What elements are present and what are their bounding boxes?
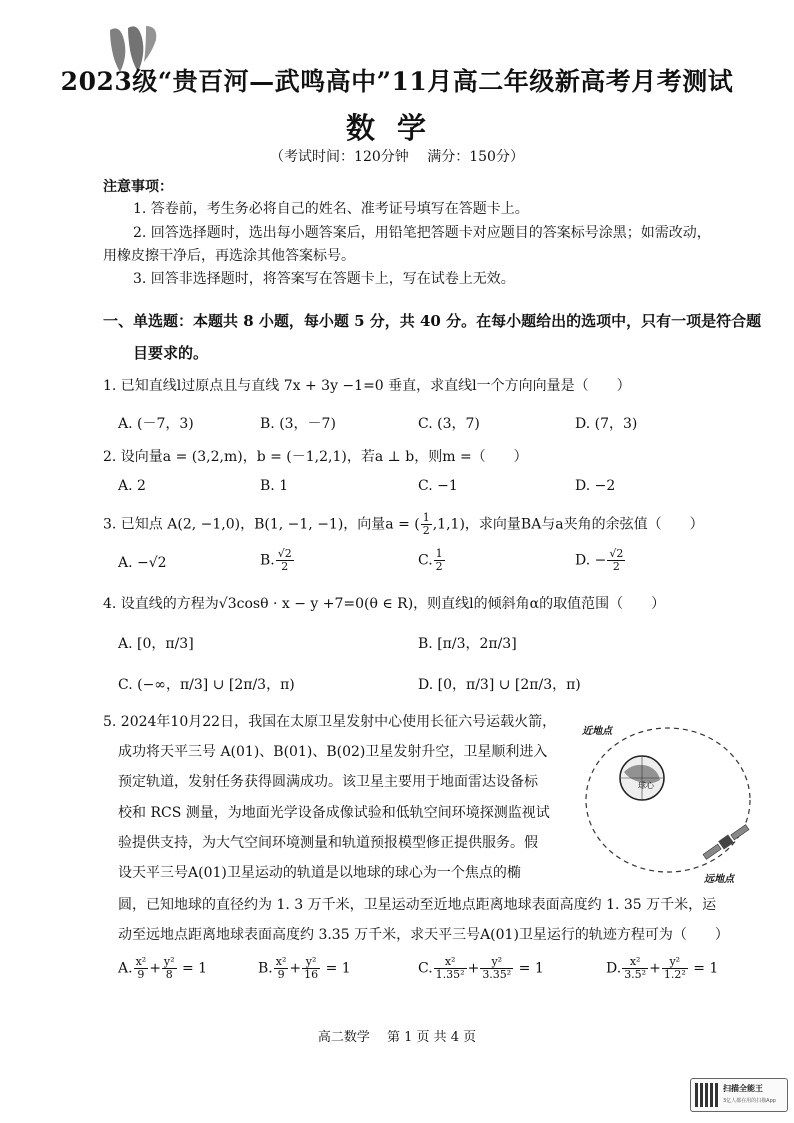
frac-den: 2 [435, 560, 443, 573]
equals: = 1 [693, 960, 719, 977]
section-heading-cont: 目要求的。 [133, 344, 209, 362]
q5-line: 设天平三号A(01)卫星运动的轨道是以地球的球心为一个焦点的椭 [118, 865, 521, 881]
orbit-figure [578, 716, 758, 888]
q5-option-a [118, 956, 207, 981]
option-label: C. [418, 552, 433, 569]
orbit-diagram [578, 716, 758, 888]
frac-den: 2 [612, 560, 620, 573]
q5-line: 圆，已知地球的直径约为 1. 3 万千米，卫星运动至近地点距离地球表面高度约 1. 35 万千米，运 [118, 897, 717, 913]
q2-option-d: D. −2 [575, 478, 616, 494]
frac-num: x² [135, 955, 147, 968]
frac-den: 3.35² [482, 968, 512, 981]
q5-line: 校和 RCS 测量，为地面光学设备成像试验和低轨空间环境探测监视试 [118, 805, 550, 821]
frac-den: 9 [137, 968, 145, 981]
frac-num: y² [302, 956, 320, 969]
note-item: 2. 回答选择题时，选出每小题答案后，用铅笔把答题卡对应题目的答案标号涂黑；如需改动， [133, 225, 711, 241]
q5-line: 5. 2024年10月22日，我国在太原卫星发射中心使用长征六号运载火箭， [103, 714, 557, 730]
q4-option-c: C. (−∞，π/3] ∪ [2π/3，π) [118, 677, 295, 693]
fraction [274, 956, 289, 981]
q3-stem-part: 3. 已知点 A(2, −1,0)，B(1, −1, −1)，向量a = ( [103, 516, 420, 533]
plus-sign: + [467, 960, 480, 977]
exam-info: （考试时间：120分钟 满分：150分） [270, 149, 524, 165]
plus-sign: + [649, 960, 661, 977]
frac-num: y² [163, 955, 175, 968]
frac-num: x² [622, 956, 648, 969]
frac-den: 1.35² [435, 968, 465, 981]
option-label: A. [118, 960, 133, 977]
qr-code-icon [695, 1083, 719, 1107]
frac-num: y² [662, 956, 688, 969]
option-label: B. [258, 960, 273, 977]
fraction [302, 956, 320, 981]
q5-line: 预定轨道，发射任务获得圆满成功。该卫星主要用于地面雷达设备标 [118, 774, 538, 790]
frac-den: 3.5² [624, 968, 647, 981]
q2-option-c: C. −1 [418, 478, 458, 494]
frac-den: 8 [165, 968, 173, 981]
center-label: 球心 [638, 781, 654, 790]
frac-num: 1 [435, 547, 443, 560]
notes-heading: 注意事项： [103, 179, 173, 195]
fraction [607, 548, 625, 573]
plus-sign: + [289, 960, 302, 977]
fraction [662, 956, 688, 981]
q1-option-c: C. (3，7) [418, 416, 480, 432]
frac-den: 2 [281, 560, 289, 573]
option-label: D. [606, 960, 622, 977]
watermark-title: 扫描全能王 [723, 1084, 763, 1093]
frac-den: 1.2² [663, 968, 686, 981]
fraction [134, 956, 149, 981]
question-1-stem: 1. 已知直线l过原点且与直线 7x + 3y −1=0 垂直，求直线l一个方向向量是（ ） [103, 378, 631, 394]
q2-option-b: B. 1 [260, 478, 289, 494]
equals: = 1 [182, 960, 208, 977]
frac-num: x² [275, 955, 287, 968]
frac-num: √2 [609, 547, 624, 560]
question-3-stem [103, 512, 704, 537]
q1-option-d: D. (7，3) [575, 416, 638, 432]
question-4-stem: 4. 设直线的方程为√3cosθ · x − y +7=0(θ ∈ R)，则直线l的倾斜角α的取值范围（ ） [103, 596, 666, 612]
question-2-stem: 2. 设向量a = (3,2,m)，b = (－1,2,1)，若a ⊥ b，则m =（ ） [103, 449, 528, 465]
fraction [421, 512, 432, 537]
q5-line: 成功将天平三号 A(01)、B(01)、B(02)卫星发射升空，卫星顺利进入 [118, 744, 548, 760]
q5-line: 验提供支持，为大气空间环境测量和轨道预报模型修正提供服务。假 [118, 835, 538, 851]
note-item: 用橡皮擦干净后，再选涂其他答案标号。 [103, 248, 355, 264]
q4-option-a: A. [0，π/3] [118, 636, 194, 652]
q3-option-d [575, 548, 626, 573]
fraction [276, 548, 294, 573]
q4-option-d: D. [0，π/3] ∪ [2π/3，π) [418, 677, 581, 693]
q5-option-d [606, 956, 718, 981]
exam-title: 2023级“贵百河—武鸣高中”11月高二年级新高考月考测试 [60, 67, 734, 96]
section-heading: 一、单选题：本题共 8 小题，每小题 5 分，共 40 分。在每小题给出的选项中，只有一项是符合题 [103, 312, 762, 330]
subject-title: 数学 [345, 111, 448, 145]
q5-option-b [258, 956, 351, 981]
q3-option-a: A. −√2 [118, 555, 167, 571]
q5-option-c [418, 956, 544, 981]
note-item: 3. 回答非选择题时，将答案写在答题卡上，写在试卷上无效。 [133, 271, 515, 287]
fraction [622, 956, 648, 981]
plus-sign: + [149, 960, 161, 977]
option-label: D. − [575, 552, 607, 569]
option-label: C. [418, 960, 433, 977]
watermark-subtitle: 3亿人都在用的扫描App [723, 1098, 776, 1104]
q3-option-b [260, 548, 295, 573]
frac-num: x² [434, 956, 467, 969]
perigee-label: 近地点 [582, 726, 612, 737]
q1-option-a: A. (－7，3) [118, 416, 194, 432]
equals: = 1 [518, 960, 544, 977]
fraction [480, 956, 513, 981]
option-label: B. [260, 552, 275, 569]
page-footer: 高二数学 第 1 页 共 4 页 [317, 1030, 477, 1045]
frac-num: y² [480, 956, 513, 969]
frac-den: 16 [304, 968, 319, 981]
fraction [434, 956, 467, 981]
fraction [434, 548, 445, 573]
q4-option-b: B. [π/3，2π/3] [418, 636, 517, 652]
apogee-label: 远地点 [704, 874, 734, 885]
q3-option-c [418, 548, 446, 573]
equals: = 1 [325, 960, 351, 977]
scanner-watermark [690, 1078, 788, 1112]
q1-option-b: B. (3，－7) [260, 416, 336, 432]
note-item: 1. 答卷前，考生务必将自己的姓名、准考证号填写在答题卡上。 [133, 201, 529, 217]
frac-num: √2 [277, 547, 292, 560]
fraction [162, 956, 177, 981]
frac-den: 2 [422, 524, 430, 537]
q2-option-a: A. 2 [118, 478, 146, 494]
frac-num: 1 [422, 511, 430, 524]
frac-den: 9 [277, 968, 285, 981]
q3-stem-part: ,1,1)，求向量BA与a夹角的余弦值（ ） [432, 516, 704, 533]
q5-line: 动至远地点距离地球表面高度约 3.35 万千米，求天平三号A(01)卫星运行的轨迹方程可为（ ） [118, 927, 729, 943]
